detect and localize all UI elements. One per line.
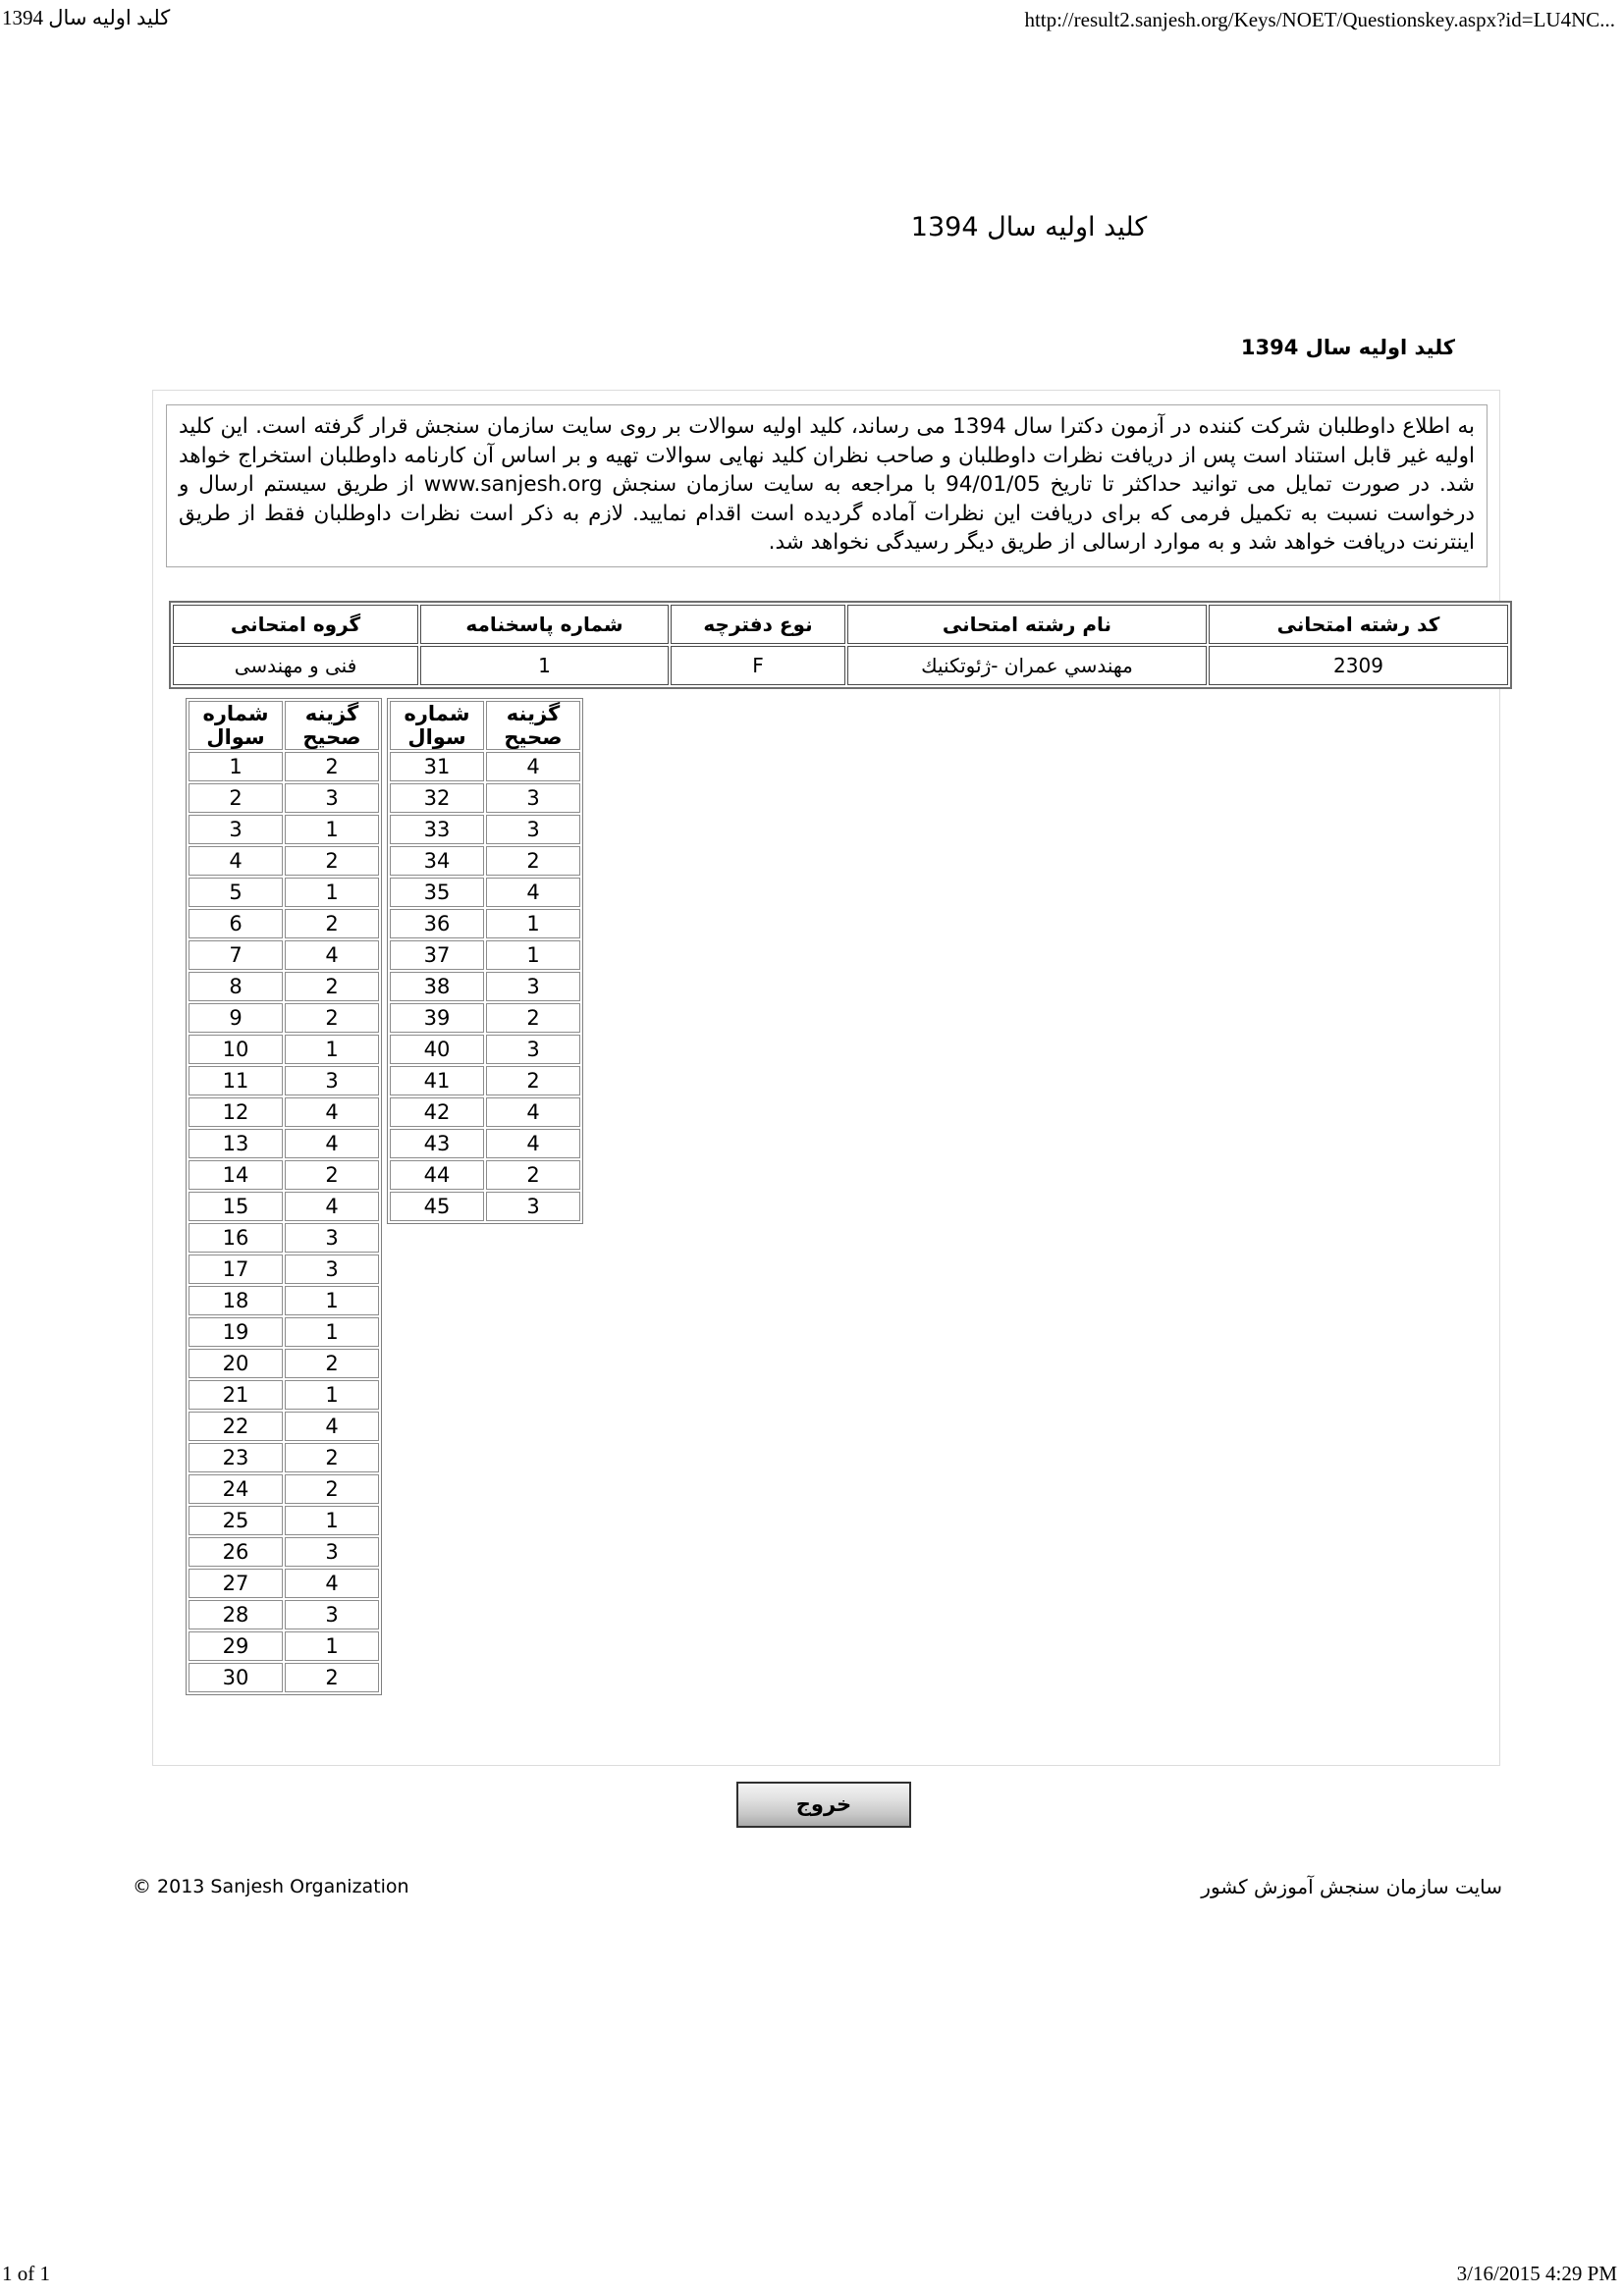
answer-row [189,1255,379,1284]
question-number-cell: 17 [189,1255,283,1284]
question-number-cell: 16 [189,1223,283,1253]
question-number-cell: 2 [189,783,283,813]
notice-text: به اطلاع داوطلبان شرکت کننده در آزمون دکترا سال 1394 می رساند، کلید اولیه سوالات بر روی سایت سازمان سنجش قرار گرفته است. این کلید اولیه غیر قابل استناد است پس از دریافت نظرات داوطلبان و صاحب نظران کلید نهایی سوالات تهیه و بر اساس آن کارنامه داوطلبان استخراج خواهد شد. در صورت تمایل می توانید حداکثر تا تاریخ 94/01/05 با مراجعه به سایت سازمان سنجش www.sanjesh.org از طریق سیستم ارسال و درخواست نسبت به تکمیل فرمی که برای دریافت این نظرات آماده گردیده است اقدام نمایید. لازم به ذکر است نظرات داوطلبان فقط از طریق اینترنت دریافت خواهد شد و به موارد ارسالی از طریق دیگر رسیدگی نخواهد شد. [166,404,1488,567]
question-number-cell: 42 [390,1097,484,1127]
correct-option-cell: 2 [285,752,379,781]
correct-option-cell: 4 [486,752,580,781]
question-number-cell: 8 [189,972,283,1001]
question-number-cell: 45 [390,1192,484,1221]
answer-row [189,1380,379,1410]
question-number-cell: 1 [189,752,283,781]
correct-option-cell: 1 [285,1317,379,1347]
answer-row [390,1097,580,1127]
correct-option-cell: 3 [285,1255,379,1284]
correct-option-cell: 3 [486,972,580,1001]
answer-row [189,1631,379,1661]
question-number-cell: 9 [189,1003,283,1033]
answer-row [390,846,580,876]
correct-option-cell: 1 [285,1286,379,1315]
answer-row [189,1443,379,1472]
correct-option-cell: 1 [285,878,379,907]
value-booklet-type: F [671,646,845,685]
exam-info-table [169,601,1512,689]
correct-option-cell: 1 [285,1380,379,1410]
correct-option-cell: 4 [285,1569,379,1598]
value-answersheet-number: 1 [420,646,669,685]
correct-option-cell: 4 [486,878,580,907]
answer-row [189,1192,379,1221]
question-number-cell: 43 [390,1129,484,1158]
correct-option-cell: 3 [486,783,580,813]
answer-row [390,878,580,907]
exam-info-data-row [173,646,1508,685]
answer-row [189,972,379,1001]
question-number-cell: 4 [189,846,283,876]
correct-option-cell: 2 [285,1663,379,1692]
answer-row [189,783,379,813]
correct-option-cell: 1 [285,1035,379,1064]
answer-row [390,940,580,970]
browser-print-header-url: http://result2.sanjesh.org/Keys/NOET/Questionskey.aspx?id=LU4NC... [1024,8,1615,31]
question-number-cell: 44 [390,1160,484,1190]
question-number-cell: 24 [189,1474,283,1504]
correct-option-cell: 4 [285,1192,379,1221]
question-number-cell: 6 [189,909,283,938]
header-exam-code: کد رشته امتحانی [1209,605,1508,644]
answer-row [189,1223,379,1253]
correct-option-cell: 4 [285,1097,379,1127]
header-exam-group: گروه امتحانی [173,605,418,644]
correct-option-cell: 1 [285,1506,379,1535]
header-correct-option: گزینه صحیح [285,701,379,750]
value-exam-group: فنی و مهندسی [173,646,418,685]
question-number-cell: 5 [189,878,283,907]
answer-header-row [390,701,580,750]
page-subtitle: کلید اولیه سال 1394 [1240,336,1455,359]
correct-option-cell: 4 [285,1129,379,1158]
answer-row [189,1349,379,1378]
correct-option-cell: 2 [285,1349,379,1378]
correct-option-cell: 4 [285,1412,379,1441]
answer-row [189,1537,379,1567]
browser-print-header-title: کلید اولیه سال 1394 [2,6,171,29]
header-question-number: شماره سوال [390,701,484,750]
exam-info-header-row [173,605,1508,644]
correct-option-cell: 2 [285,846,379,876]
answer-row [189,846,379,876]
value-field-name: مهندسي عمران -ژئوتكنيك [847,646,1207,685]
answer-row [189,1035,379,1064]
answer-row [390,1035,580,1064]
answer-row [189,1474,379,1504]
correct-option-cell: 4 [486,1097,580,1127]
answer-row [189,1506,379,1535]
correct-option-cell: 3 [285,1600,379,1629]
question-number-cell: 30 [189,1663,283,1692]
answer-row [390,1066,580,1095]
answer-row [189,878,379,907]
question-number-cell: 26 [189,1537,283,1567]
question-number-cell: 33 [390,815,484,844]
correct-option-cell: 2 [285,1443,379,1472]
question-number-cell: 35 [390,878,484,907]
correct-option-cell: 4 [285,940,379,970]
answer-row [390,783,580,813]
question-number-cell: 32 [390,783,484,813]
question-number-cell: 19 [189,1317,283,1347]
correct-option-cell: 2 [285,1474,379,1504]
header-booklet-type: نوع دفترچه [671,605,845,644]
question-number-cell: 13 [189,1129,283,1158]
correct-option-cell: 3 [285,1066,379,1095]
correct-option-cell: 1 [486,940,580,970]
question-number-cell: 21 [189,1380,283,1410]
answer-row [189,1003,379,1033]
correct-option-cell: 2 [486,1003,580,1033]
correct-option-cell: 2 [486,1160,580,1190]
header-correct-option: گزینه صحیح [486,701,580,750]
question-number-cell: 3 [189,815,283,844]
answer-row [189,1317,379,1347]
correct-option-cell: 2 [486,846,580,876]
question-number-cell: 37 [390,940,484,970]
answer-row [390,1129,580,1158]
correct-option-cell: 2 [285,1160,379,1190]
answer-row [390,1192,580,1221]
question-number-cell: 29 [189,1631,283,1661]
correct-option-cell: 2 [285,909,379,938]
question-number-cell: 11 [189,1066,283,1095]
copyright-text: © 2013 Sanjesh Organization [133,1876,409,1897]
correct-option-cell: 3 [486,815,580,844]
browser-print-footer-datetime: 3/16/2015 4:29 PM [1456,2262,1617,2285]
question-number-cell: 40 [390,1035,484,1064]
answer-row [189,1569,379,1598]
question-number-cell: 34 [390,846,484,876]
answer-row [390,972,580,1001]
answer-row [189,1600,379,1629]
header-answersheet-number: شماره پاسخنامه [420,605,669,644]
site-name-text: سایت سازمان سنجش آموزش کشور [1201,1875,1502,1898]
answer-row [189,1160,379,1190]
question-number-cell: 31 [390,752,484,781]
header-question-number: شماره سوال [189,701,283,750]
correct-option-cell: 1 [486,909,580,938]
correct-option-cell: 3 [285,1537,379,1567]
correct-option-cell: 3 [486,1192,580,1221]
page-title: کلید اولیه سال 1394 [910,212,1148,242]
answer-row [189,909,379,938]
correct-option-cell: 3 [285,1223,379,1253]
correct-option-cell: 1 [285,815,379,844]
answer-header-row [189,701,379,750]
question-number-cell: 7 [189,940,283,970]
question-number-cell: 36 [390,909,484,938]
correct-option-cell: 1 [285,1631,379,1661]
question-number-cell: 20 [189,1349,283,1378]
answer-row [189,1663,379,1692]
question-number-cell: 28 [189,1600,283,1629]
question-number-cell: 23 [189,1443,283,1472]
answer-row [390,909,580,938]
question-number-cell: 22 [189,1412,283,1441]
question-number-cell: 15 [189,1192,283,1221]
question-number-cell: 10 [189,1035,283,1064]
answer-row [390,1003,580,1033]
header-field-name: نام رشته امتحانی [847,605,1207,644]
correct-option-cell: 3 [285,783,379,813]
exit-button[interactable]: خروج [736,1782,911,1828]
answer-row [390,752,580,781]
answer-row [189,1412,379,1441]
question-number-cell: 12 [189,1097,283,1127]
question-number-cell: 14 [189,1160,283,1190]
question-number-cell: 27 [189,1569,283,1598]
correct-option-cell: 2 [285,1003,379,1033]
content-box [152,390,1500,1766]
answer-row [189,752,379,781]
answer-row [189,1129,379,1158]
browser-print-footer-page-count: 1 of 1 [2,2262,50,2285]
answer-row [189,1066,379,1095]
question-number-cell: 38 [390,972,484,1001]
answer-row [390,1160,580,1190]
correct-option-cell: 2 [486,1066,580,1095]
answer-row [189,1097,379,1127]
answer-row [189,940,379,970]
value-exam-code: 2309 [1209,646,1508,685]
answer-row [189,1286,379,1315]
question-number-cell: 41 [390,1066,484,1095]
answer-key-table-2 [387,698,583,1224]
answer-key-table-1 [186,698,382,1695]
question-number-cell: 39 [390,1003,484,1033]
question-number-cell: 18 [189,1286,283,1315]
correct-option-cell: 4 [486,1129,580,1158]
correct-option-cell: 3 [486,1035,580,1064]
answer-row [189,815,379,844]
question-number-cell: 25 [189,1506,283,1535]
answer-row [390,815,580,844]
correct-option-cell: 2 [285,972,379,1001]
